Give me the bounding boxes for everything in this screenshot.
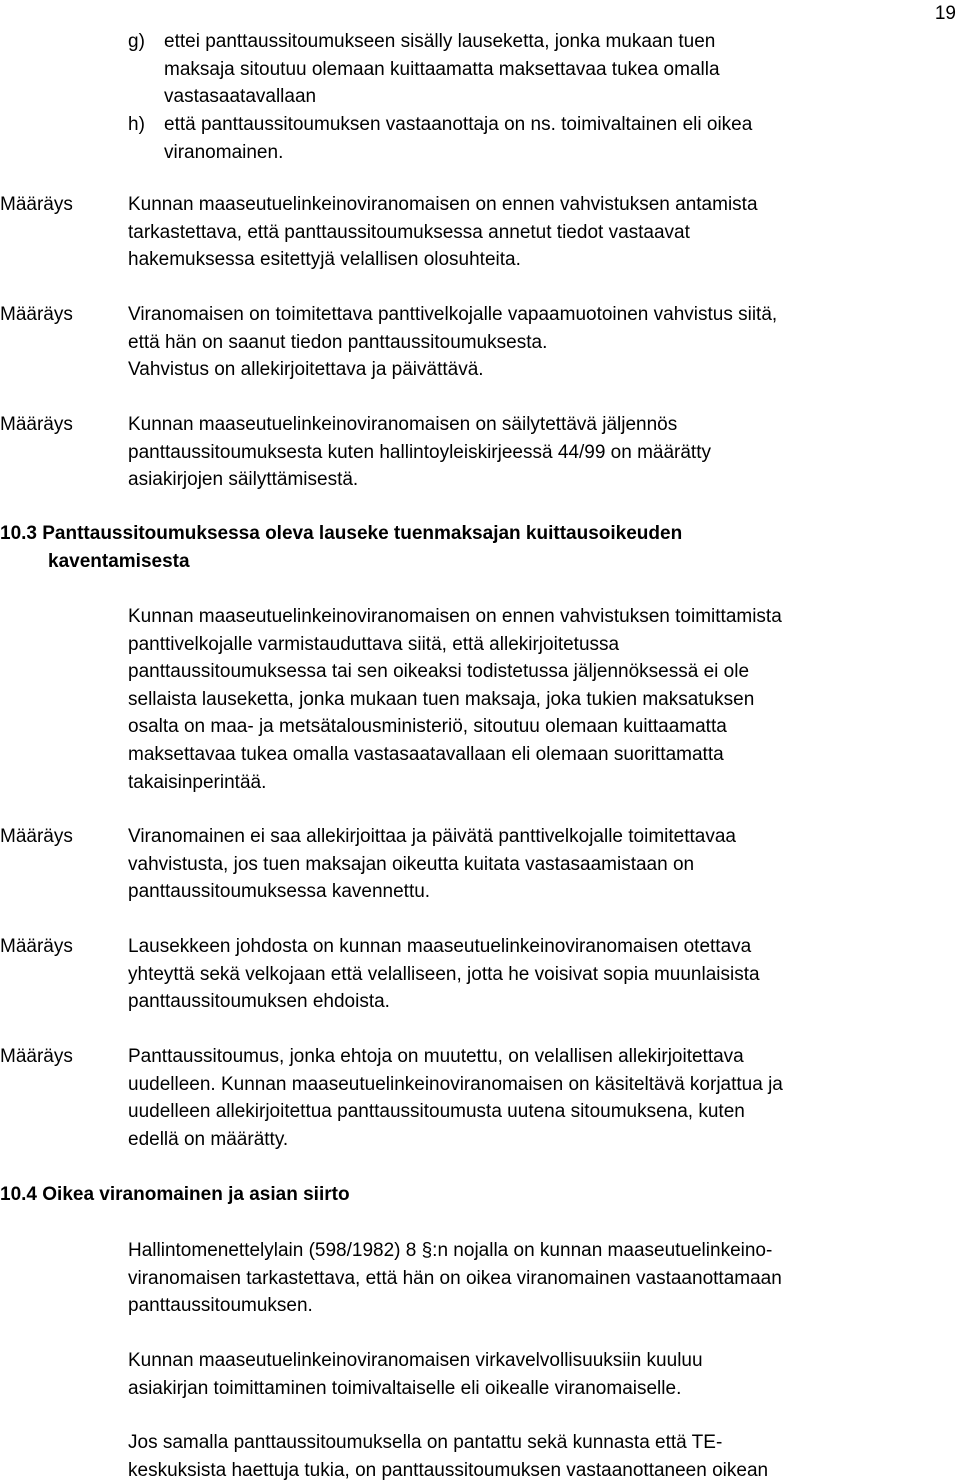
text-line: Panttaussitoumus, jonka ehtoja on muutettu, on velallisen allekirjoitettava (128, 1046, 744, 1067)
text-line: maksaja sitoutuu olemaan kuittaamatta maksettavaa tukea omalla (164, 58, 720, 80)
paragraph-text (128, 1237, 958, 1320)
heading-line: kaventamisesta (48, 550, 190, 572)
text-line: Jos samalla panttaussitoumuksella on pantattu sekä kunnasta että TE- (128, 1432, 723, 1453)
regulation-label: Määräys (0, 826, 73, 847)
text-line: Kunnan maaseutuelinkeinoviranomaisen on ennen vahvistuksen antamista (128, 194, 758, 215)
text-line: yhteyttä sekä velkojaan että velalliseen, jotta he voisivat sopia muunlaisista (128, 963, 760, 985)
page-number: 19 (934, 3, 956, 24)
text-line: että panttaussitoumuksen vastaanottaja on ns. toimivaltainen eli oikea (164, 114, 753, 135)
text-line: uudelleen. Kunnan maaseutuelinkeinoviranomaisen on käsiteltävä korjattua ja (128, 1073, 783, 1095)
text-line: Kunnan maaseutuelinkeinoviranomaisen on ennen vahvistuksen toimittamista (128, 606, 782, 627)
text-line: Kunnan maaseutuelinkeinoviranomaisen virkavelvollisuuksiin kuuluu (128, 1350, 703, 1371)
text-line: keskuksista haettuja tukia, on panttaussitoumuksen vastaanottaneen oikean (128, 1459, 769, 1481)
text-line: viranomainen. (164, 141, 284, 163)
paragraph-text (128, 1429, 958, 1484)
text-line: panttaussitoumuksessa kavennettu. (128, 881, 431, 903)
regulation-label: Määräys (0, 1046, 73, 1067)
text-line: hakemuksessa esitettyjä velallisen olosuhteita. (128, 249, 521, 271)
regulation-text (128, 191, 958, 274)
text-line: Hallintomenettelylain (598/1982) 8 §:n nojalla on kunnan maaseutuelinkeino- (128, 1240, 773, 1261)
text-line: maksettavaa tukea omalla vastasaatavallaan eli olemaan suorittamatta (128, 743, 724, 765)
section-heading-10-3 (0, 520, 682, 575)
regulation-text (128, 411, 958, 494)
text-line: panttivelkojalle varmistauduttava siitä, että allekirjoitetussa (128, 633, 620, 655)
text-line: Lausekkeen johdosta on kunnan maaseutuelinkeinoviranomaisen otettava (128, 936, 752, 957)
text-line: tarkastettava, että panttaussitoumuksessa annetut tiedot vastaavat (128, 221, 690, 243)
regulation-label: Määräys (0, 414, 73, 435)
text-line: Viranomainen ei saa allekirjoittaa ja päivätä panttivelkojalle toimitettavaa (128, 826, 736, 847)
paragraph-text (128, 603, 958, 796)
list-marker: h) (128, 114, 145, 135)
paragraph-text (128, 1347, 958, 1402)
regulation-label: Määräys (0, 194, 73, 215)
text-line: viranomaisen tarkastettava, että hän on oikea viranomainen vastaanottamaan (128, 1267, 782, 1289)
regulation-label: Määräys (0, 936, 73, 957)
text-line: takaisinperintää. (128, 771, 267, 793)
text-line: vahvistusta, jos tuen maksajan oikeutta kuitata vastasaamistaan on (128, 853, 695, 875)
list-item-text (164, 111, 960, 166)
regulation-text (128, 301, 958, 384)
list-marker: g) (128, 31, 145, 52)
text-line: Viranomaisen on toimitettava panttivelkojalle vapaamuotoinen vahvistus siitä, (128, 304, 778, 325)
regulation-text (128, 823, 958, 906)
regulation-text (128, 1043, 958, 1153)
text-line: panttaussitoumuksesta kuten hallintoyleiskirjeessä 44/99 on määrätty (128, 441, 711, 463)
text-line: vastasaatavallaan (164, 86, 317, 108)
text-line: uudelleen allekirjoitettua panttaussitoumusta uutena sitoumuksena, kuten (128, 1101, 745, 1123)
heading-line: 10.3 Panttaussitoumuksessa oleva lauseke tuenmaksajan kuittausoikeuden (0, 523, 683, 544)
section-heading-10-4 (0, 1181, 350, 1209)
text-line: osalta on maa- ja metsätalousministeriö, sitoutuu olemaan kuittaamatta (128, 716, 727, 738)
text-line: panttaussitoumuksen ehdoista. (128, 991, 390, 1013)
text-line: ettei panttaussitoumukseen sisälly lauseketta, jonka mukaan tuen (164, 31, 716, 52)
heading-line: 10.4 Oikea viranomainen ja asian siirto (0, 1184, 350, 1205)
list-item-text (164, 28, 960, 111)
text-line: asiakirjojen säilyttämisestä. (128, 469, 359, 491)
text-line: edellä on määrätty. (128, 1128, 289, 1150)
text-line: Kunnan maaseutuelinkeinoviranomaisen on säilytettävä jäljennös (128, 414, 678, 435)
regulation-label: Määräys (0, 304, 73, 325)
text-line: sellaista lauseketta, jonka mukaan tuen maksaja, joka tukien maksatuksen (128, 688, 755, 710)
text-line: panttaussitoumuksessa tai sen oikeaksi todistetussa jäljennöksessä ei ole (128, 661, 750, 683)
regulation-text (128, 933, 958, 1016)
text-line: että hän on saanut tiedon panttaussitoumuksesta. (128, 331, 548, 353)
text-line: asiakirjan toimittaminen toimivaltaiselle eli oikealle viranomaiselle. (128, 1377, 682, 1399)
text-line: Vahvistus on allekirjoitettava ja päivättävä. (128, 359, 484, 381)
text-line: panttaussitoumuksen. (128, 1295, 313, 1317)
